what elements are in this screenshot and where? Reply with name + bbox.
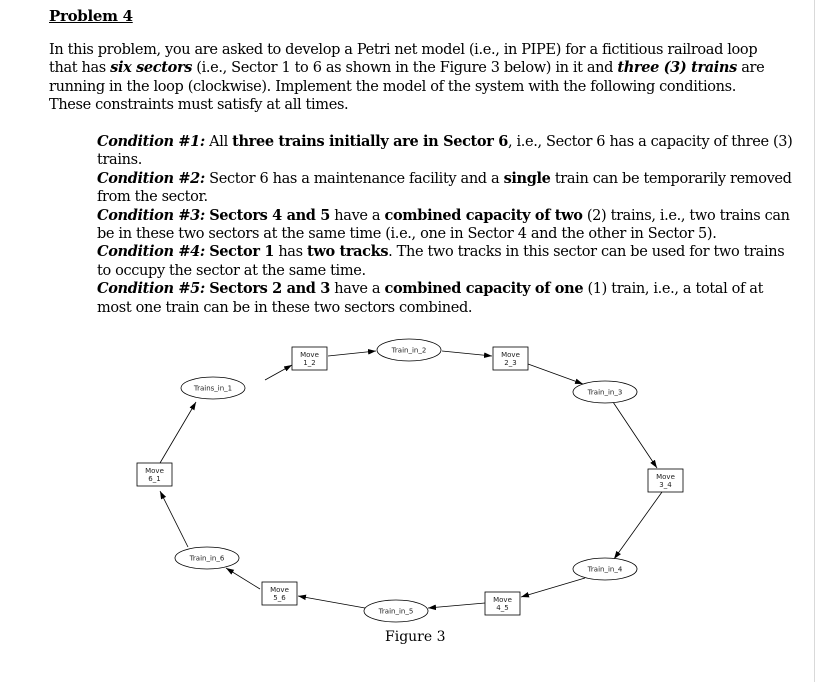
intro-text-2: (i.e., Sector 1 to 6 as shown in the Figure 3 below) in it and: [192, 60, 618, 77]
condition-text: train can be temporarily removed from the sector.: [97, 170, 792, 206]
transition-label: Move: [145, 467, 164, 475]
condition-bold: Sectors 4 and 5: [209, 206, 331, 224]
transition-label: Move: [656, 473, 675, 481]
arc-t56-p6: [226, 568, 260, 589]
transition-label: Move: [300, 351, 319, 359]
condition-text: Sector 6 has a maintenance facility and a: [204, 170, 504, 187]
condition-text: have a: [330, 281, 385, 298]
arc-p1-t12: [265, 365, 292, 380]
arc-p5-t56: [298, 596, 365, 608]
arc-p4-t45: [521, 578, 585, 597]
intro-emphasis-sectors: six sectors: [110, 59, 193, 77]
place-label: Train_in_6: [189, 554, 225, 563]
condition-3: [97, 207, 797, 244]
petri-net-figure: [0, 330, 820, 660]
condition-bold: single: [503, 169, 551, 187]
transition-label: Move: [493, 596, 512, 604]
place-label: Train_in_4: [587, 565, 623, 574]
condition-label: Condition #4:: [97, 243, 205, 261]
transition-label: 4_5: [496, 604, 509, 612]
condition-bold: Sector 1: [209, 243, 275, 261]
condition-bold: three trains initially are in Sector 6: [232, 133, 508, 150]
place-label: Trains_in_1: [193, 384, 233, 393]
figure-caption: Figure 3: [385, 629, 446, 645]
condition-5: [97, 280, 797, 317]
condition-bold: two tracks: [306, 243, 389, 261]
condition-text: , i.e., Sector 6 has a capacity of three (3) trains.: [97, 134, 793, 169]
arc-p2-t23: [442, 351, 492, 356]
condition-text: (1) train, i.e., a total of at most one train can be in these two sectors combined.: [97, 281, 764, 316]
condition-text: All: [204, 134, 233, 150]
condition-bold: combined capacity of one: [384, 280, 584, 298]
condition-label: Condition #2:: [97, 169, 205, 187]
transition-label: 6_1: [148, 475, 161, 483]
arc-t61-p1: [160, 402, 196, 463]
transition-label: 1_2: [303, 359, 316, 367]
transition-label: Move: [270, 586, 289, 594]
place-label: Train_in_3: [587, 388, 623, 397]
arc-t34-p4: [614, 492, 662, 559]
arc-t23-p3: [528, 364, 583, 384]
condition-text: has: [274, 244, 307, 261]
arc-p6-t61: [160, 491, 188, 547]
condition-text: . The two tracks in this sector can be used for two trains to occupy the sector at the same time.: [97, 244, 785, 279]
intro-emphasis-trains: three (3) trains: [617, 59, 737, 77]
condition-label: Condition #1:: [97, 133, 205, 150]
place-label: Train_in_2: [391, 346, 427, 355]
transition-label: Move: [501, 351, 520, 359]
condition-text: (2) trains, i.e., two trains can be in these two sectors at the same time (i.e., one in Sector 4 and the other in Sector 5).: [97, 207, 790, 243]
place-label: Train_in_5: [378, 607, 414, 616]
arc-p3-t34: [613, 402, 657, 468]
condition-4: [97, 243, 797, 280]
arc-t12-p2: [328, 351, 376, 356]
conditions-list: [97, 133, 797, 317]
condition-label: Condition #5:: [97, 280, 205, 298]
condition-text: have a: [330, 207, 385, 224]
arc-t45-p5: [428, 603, 485, 608]
condition-1: [97, 133, 797, 170]
condition-label: Condition #3:: [97, 206, 205, 224]
transition-label: 5_6: [273, 594, 286, 602]
condition-2: [97, 170, 797, 207]
intro-text-3: are running in the loop (clockwise). Implement the model of the system with the following conditions. These constraints must satisfy at all times.: [49, 60, 765, 114]
condition-bold: combined capacity of two: [384, 206, 583, 224]
condition-bold: Sectors 2 and 3: [209, 280, 331, 298]
intro-paragraph: [49, 41, 779, 115]
intro-text-1: In this problem, you are asked to develop a Petri net model (i.e., in PIPE) for a fictitious railroad loop that has: [49, 42, 758, 77]
transition-label: 2_3: [504, 359, 517, 367]
problem-heading: Problem 4: [49, 7, 133, 25]
transition-label: 3_4: [659, 481, 672, 489]
